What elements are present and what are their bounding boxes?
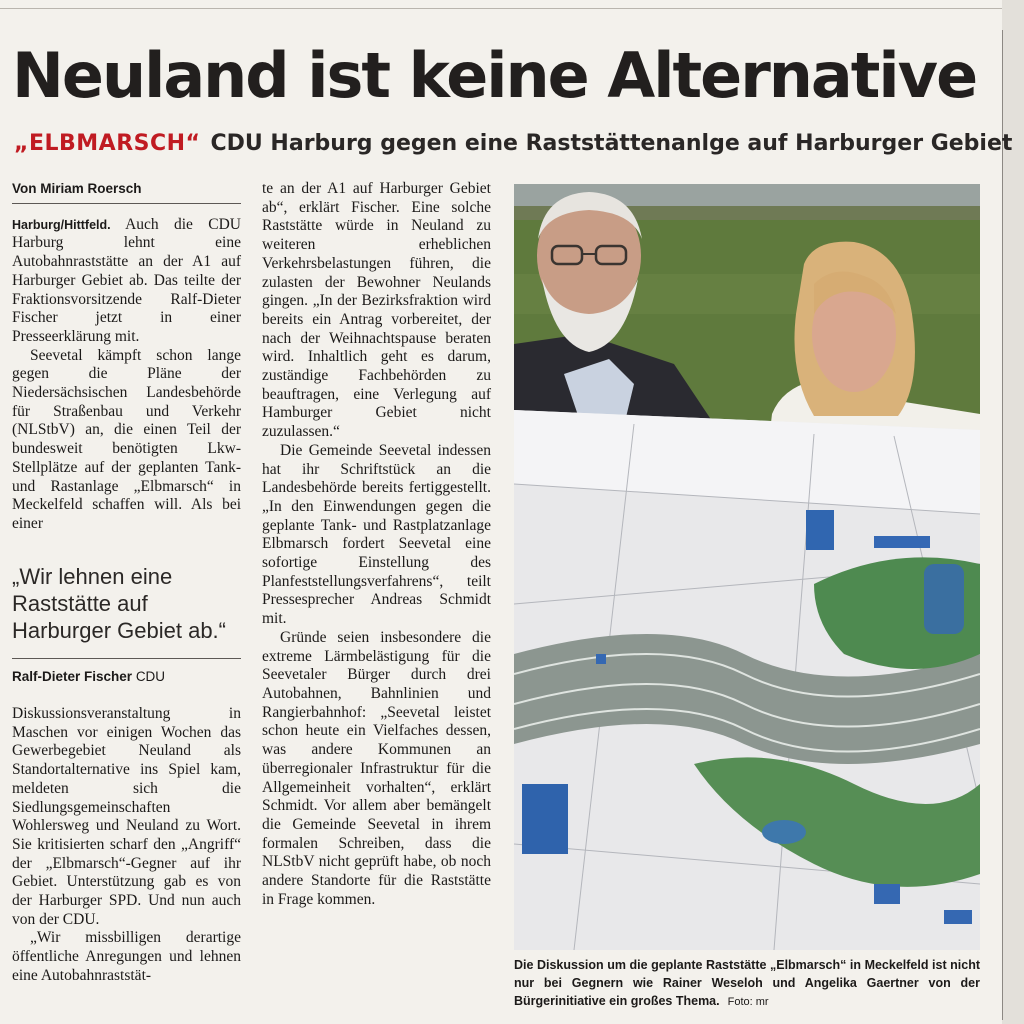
pullquote-author [12, 668, 241, 686]
paragraph-1: Harburg/Hittfeld. Auch die CDU Harburg lehnt eine Autobahnraststätte an der A1 auf Harburger Gebiet ab. Das teilte der Fraktionsvorsitzende Ralf-Dieter Fischer jetzt in einer Presseerklärung mit. [12, 215, 241, 345]
paragraph-2: Seevetal kämpft schon lange gegen die Pläne der Niedersächsischen Landesbehörde für Straßenbau und Verkehr (NLStbV) an, die einen Teil der bundesweit benötigten Lkw-Stellplätze auf der geplanten Tank- und Rastanlage „Elbmarsch“ in Meckelfeld schaffen will. Als bei einer [12, 346, 241, 532]
column-1 [12, 180, 241, 534]
column-2 [262, 180, 491, 909]
subheadline [14, 128, 1013, 160]
top-rule [0, 8, 1024, 9]
paragraph-5: te an der A1 auf Harburger Gebiet ab“, erklärt Fischer. Eine solche Raststätte würde in Neuland zu weiteren erheblichen Verkehrsbelastungen führen, die zulasten der Bewohner Neulands gingen. „In der Bezirksfraktion wird bereits ein Antrag vorbereitet, der nach der Weihnachtspause beraten wird. Inhaltlich geht es darum, zuständige Fachbehörden zu beauftragen, eine Verlegung auf Hamburger Gebiet nicht zuzulassen.“ [262, 180, 491, 441]
subheadline-text: CDU Harburg gegen eine Raststättenanlge auf Harburger Gebiet [210, 131, 1013, 156]
caption-text: Die Diskussion um die geplante Raststätte „Elbmarsch“ in Meckelfeld ist nicht nur bei Gegnern wie Rainer Weseloh und Angelika Gaertner von der Bürgerinitiative ein großes Thema. [514, 958, 980, 1008]
photo-caption [514, 956, 980, 1011]
pullquote-author-party: CDU [135, 669, 166, 684]
paragraph-3: Diskussionsveranstaltung in Maschen vor einigen Wochen das Gewerbegebiet Neuland als Standortalternative ins Spiel kam, meldeten sich die Siedlungsgemeinschaften Wohlersweg und Neuland zu Wort. Sie kritisierten scharf den „Angriff“ der „Elbmarsch“-Gegner auf ihr Gebiet. Unterstützung gab es von der Harburger SPD. Und nun auch von der CDU. [12, 705, 241, 928]
pullquote-rule [12, 658, 241, 659]
paragraph-7: Gründe seien insbesondere die extreme Lärmbelästigung für die Seevetaler Bürger durch drei Autobahnen, Bahnlinien und Rangierbahnhof: „Seevetal leistet schon heute ein Vielfaches dessen, was andere Kommunen an überregionaler Infrastruktur für die Allgemeinheit vorhalten“, erklärt Schmidt. Vor allem aber bemängelt die Gemeinde Seevetal in ihrem formalen Schreiben, dass die NLStbV nicht geprüft habe, ob noch andere Standorte für die Raststätte in Frage kommen. [262, 628, 491, 908]
pullquote: „Wir lehnen eine Raststätte auf Harburger Gebiet ab.“ [12, 564, 226, 643]
paragraph-4: „Wir missbilligen derartige öffentliche Anregungen und lehnen eine Autobahnraststät- [12, 929, 241, 984]
dateline: Harburg/Hittfeld. [12, 217, 111, 232]
headline: Neuland ist keine Alternative [12, 39, 977, 112]
kicker: „ELBMARSCH“ [14, 131, 201, 156]
paragraph-6: Die Gemeinde Seevetal indessen hat ihr Schriftstück an die Landesbehörde bereits fertiggestellt. „In den Einwendungen gegen die geplante Tank- und Rastplatzanlage Elbmarsch fordert Seevetal eine sofortige Einstellung des Planfeststellungsverfahrens“, teilt Pressesprecher Andreas Schmidt mit. [262, 441, 491, 628]
article-photo [514, 184, 980, 950]
column-1-continued [12, 705, 241, 986]
photo-credit: Foto: mr [727, 996, 769, 1008]
photo-illustration [514, 184, 980, 950]
pullquote-author-name: Ralf-Dieter Fischer [12, 669, 133, 684]
byline: Von Miriam Roersch [12, 180, 241, 204]
